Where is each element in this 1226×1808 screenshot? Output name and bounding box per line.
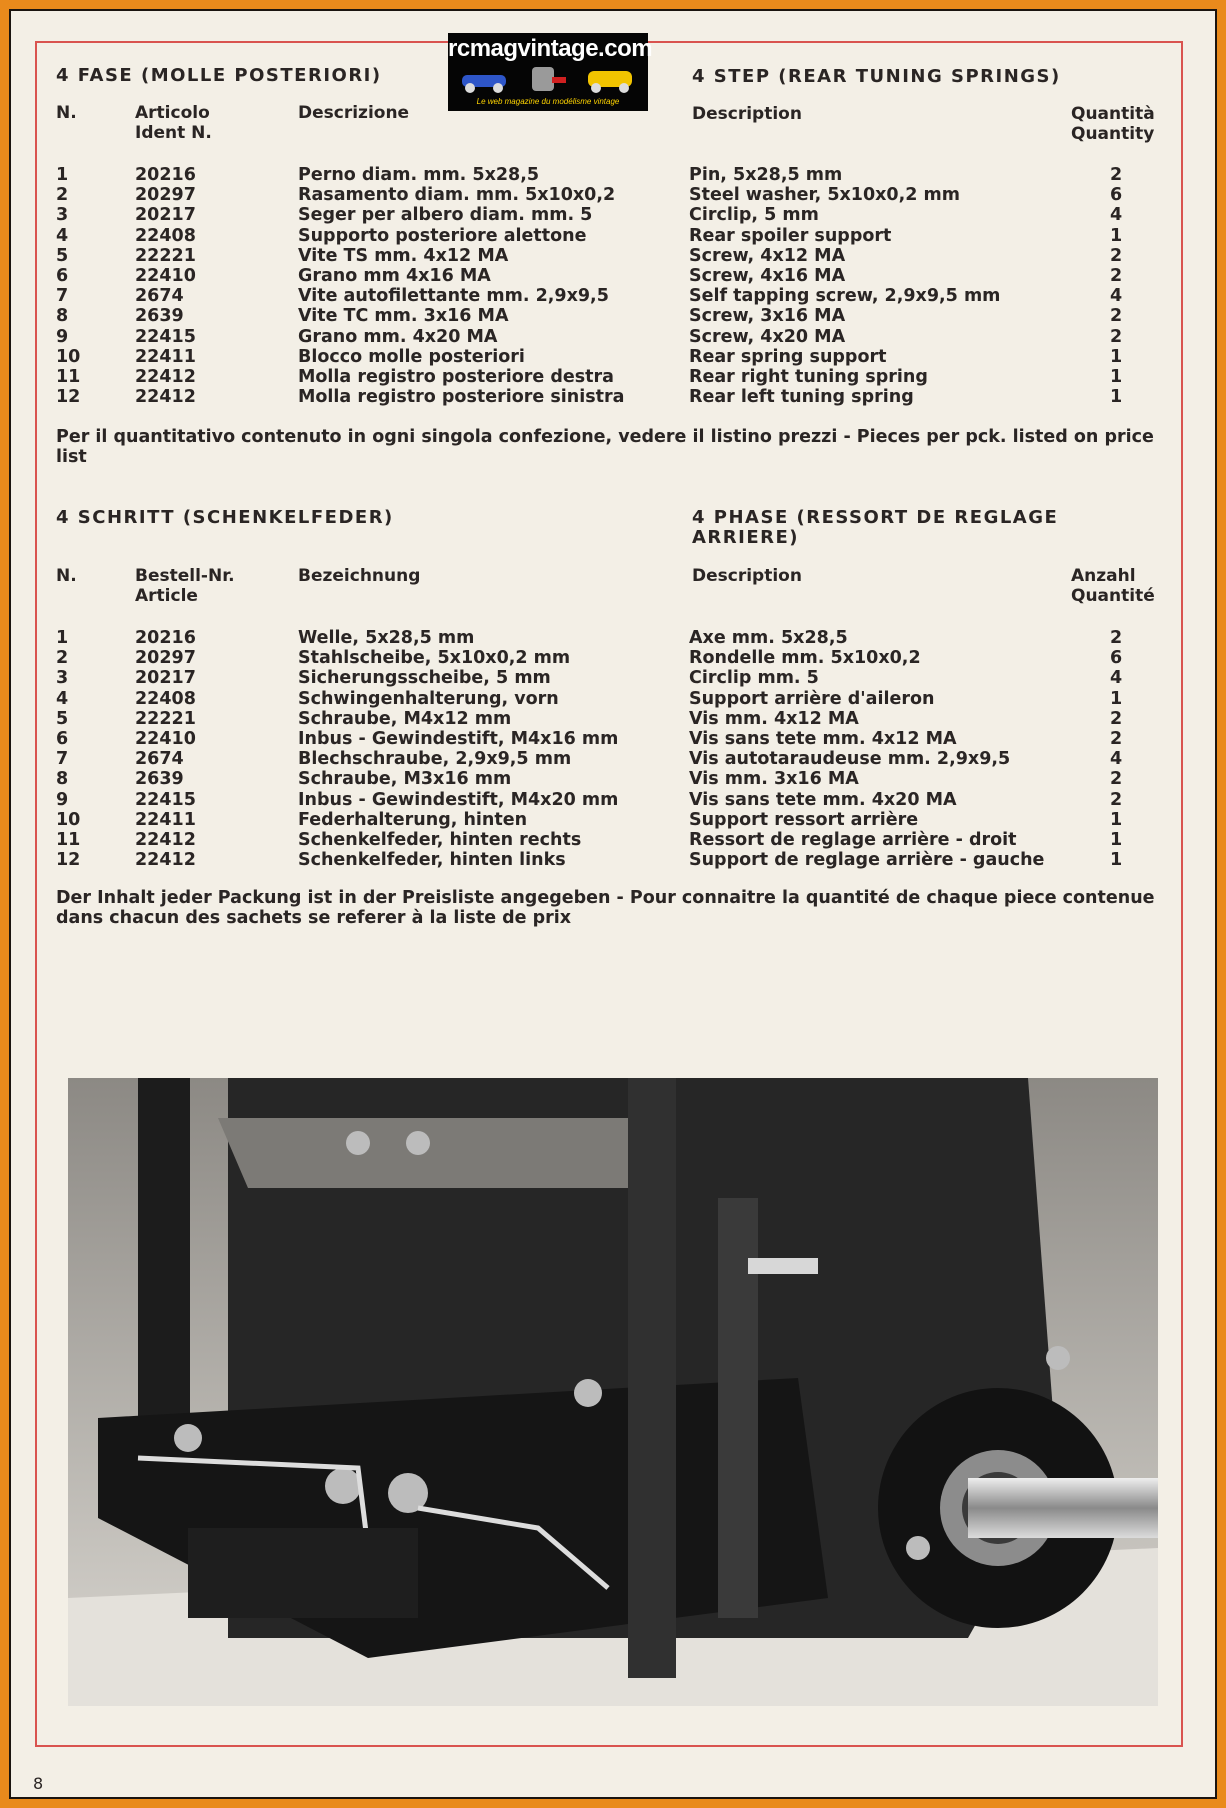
row-number: 12 <box>56 850 81 871</box>
quantity: 2 <box>1110 628 1123 648</box>
logo-tagline: Le web magazine du modélisme vintage <box>476 97 620 106</box>
article-number: 2674 <box>135 749 184 770</box>
table-row <box>56 226 1136 246</box>
table-row <box>56 628 1136 648</box>
description-primary: Schenkelfeder, hinten rechts <box>298 829 582 850</box>
description-secondary: Rondelle mm. 5x10x0,2 <box>689 648 921 669</box>
section2-note: Der Inhalt jeder Packung ist in der Preisliste angegeben - Pour connaitre la quantité de chaque piece contenue dans chacun des sachets se referer à la liste de prix <box>56 888 1155 928</box>
quantity: 2 <box>1110 306 1123 327</box>
col-header-desc: Descrizione <box>298 103 410 123</box>
description-secondary: Pin, 5x28,5 mm <box>689 165 843 185</box>
description-primary: Schenkelfeder, hinten links <box>298 850 566 871</box>
description-primary: Blocco molle posteriori <box>298 346 525 367</box>
row-number: 12 <box>56 387 81 408</box>
quantity: 4 <box>1110 205 1123 226</box>
row-number: 8 <box>56 769 69 790</box>
description-primary: Perno diam. mm. 5x28,5 <box>298 165 540 185</box>
article-number: 22408 <box>135 225 196 246</box>
col-header-n: N. <box>56 103 77 123</box>
description-primary: Supporto posteriore alettone <box>298 225 587 246</box>
col-header-qty: Quantità Quantity <box>1071 104 1155 144</box>
table-row <box>56 729 1136 749</box>
row-number: 3 <box>56 205 69 226</box>
description-secondary: Screw, 4x12 MA <box>689 245 846 266</box>
table-row <box>56 790 1136 810</box>
col-header-qty: Anzahl Quantité <box>1071 566 1155 606</box>
description-primary: Seger per albero diam. mm. 5 <box>298 205 593 226</box>
row-number: 11 <box>56 366 81 387</box>
quantity: 1 <box>1110 688 1123 709</box>
quantity: 2 <box>1110 245 1123 266</box>
row-number: 7 <box>56 286 69 307</box>
row-number: 6 <box>56 265 69 286</box>
description-primary: Molla registro posteriore sinistra <box>298 387 625 408</box>
table-row <box>56 165 1136 185</box>
table-row <box>56 367 1136 387</box>
description-secondary: Circlip mm. 5 <box>689 668 819 689</box>
table-row <box>56 830 1136 850</box>
table-row <box>56 327 1136 347</box>
row-number: 6 <box>56 728 69 749</box>
chassis-photo-illustration <box>68 1078 1158 1706</box>
section2-heading-de: 4 SCHRITT (SCHENKELFEDER) <box>56 507 394 528</box>
page-number: 8 <box>33 1774 44 1793</box>
row-number: 1 <box>56 165 69 185</box>
table-row <box>56 709 1136 729</box>
quantity: 6 <box>1110 648 1123 669</box>
table-row <box>56 850 1136 870</box>
table-row <box>56 387 1136 407</box>
row-number: 2 <box>56 648 69 669</box>
description-primary: Inbus - Gewindestift, M4x16 mm <box>298 728 619 749</box>
row-number: 9 <box>56 326 69 347</box>
article-number: 22410 <box>135 265 196 286</box>
table-row <box>56 286 1136 306</box>
table-row <box>56 347 1136 367</box>
article-number: 20217 <box>135 668 196 689</box>
article-number: 22415 <box>135 326 196 347</box>
quantity: 6 <box>1110 185 1123 206</box>
description-secondary: Vis mm. 4x12 MA <box>689 708 859 729</box>
quantity: 4 <box>1110 749 1123 770</box>
description-secondary: Support arrière d'aileron <box>689 688 935 709</box>
row-number: 8 <box>56 306 69 327</box>
article-number: 22412 <box>135 850 196 871</box>
table-row <box>56 648 1136 668</box>
description-secondary: Rear right tuning spring <box>689 366 928 387</box>
col-header-desc: Bezeichnung <box>298 566 421 586</box>
col-header-desc2: Description <box>692 104 802 124</box>
table-row <box>56 810 1136 830</box>
site-logo[interactable] <box>448 33 653 111</box>
table-row <box>56 306 1136 326</box>
row-number: 10 <box>56 809 81 830</box>
description-primary: Schraube, M4x12 mm <box>298 708 512 729</box>
quantity: 2 <box>1110 326 1123 347</box>
table-row <box>56 266 1136 286</box>
description-secondary: Vis autotaraudeuse mm. 2,9x9,5 <box>689 749 1011 770</box>
description-primary: Welle, 5x28,5 mm <box>298 628 475 648</box>
quantity: 2 <box>1110 708 1123 729</box>
description-secondary: Screw, 4x16 MA <box>689 265 846 286</box>
quantity: 2 <box>1110 789 1123 810</box>
quantity: 1 <box>1110 366 1123 387</box>
description-primary: Grano mm. 4x20 MA <box>298 326 498 347</box>
table-row <box>56 749 1136 769</box>
table-row <box>56 769 1136 789</box>
table-row <box>56 246 1136 266</box>
description-secondary: Rear left tuning spring <box>689 387 914 408</box>
description-secondary: Axe mm. 5x28,5 <box>689 628 848 648</box>
row-number: 4 <box>56 688 69 709</box>
article-number: 22221 <box>135 708 196 729</box>
article-number: 20216 <box>135 165 196 185</box>
row-number: 10 <box>56 346 81 367</box>
quantity: 1 <box>1110 346 1123 367</box>
quantity: 1 <box>1110 850 1123 871</box>
article-number: 22412 <box>135 387 196 408</box>
article-number: 22412 <box>135 366 196 387</box>
quantity: 2 <box>1110 165 1123 185</box>
quantity: 1 <box>1110 809 1123 830</box>
manual-page <box>9 9 1217 1799</box>
quantity: 1 <box>1110 387 1123 408</box>
section1-note: Per il quantitativo contenuto in ogni singola confezione, vedere il listino prezzi - Pieces per pck. listed on price list <box>56 427 1154 467</box>
description-primary: Schwingenhalterung, vorn <box>298 688 559 709</box>
description-secondary: Steel washer, 5x10x0,2 mm <box>689 185 960 206</box>
description-primary: Stahlscheibe, 5x10x0,2 mm <box>298 648 571 669</box>
quantity: 4 <box>1110 668 1123 689</box>
parts-table-2 <box>56 628 1136 870</box>
description-secondary: Rear spring support <box>689 346 887 367</box>
article-number: 20297 <box>135 648 196 669</box>
row-number: 7 <box>56 749 69 770</box>
description-primary: Rasamento diam. mm. 5x10x0,2 <box>298 185 616 206</box>
col-header-desc2: Description <box>692 566 802 586</box>
table-row <box>56 689 1136 709</box>
section2-heading-fr: 4 PHASE (RESSORT DE REGLAGE ARRIERE) <box>692 507 1059 548</box>
article-number: 2639 <box>135 769 184 790</box>
description-primary: Inbus - Gewindestift, M4x20 mm <box>298 789 619 810</box>
description-primary: Schraube, M3x16 mm <box>298 769 512 790</box>
table-row <box>56 185 1136 205</box>
description-secondary: Circlip, 5 mm <box>689 205 819 226</box>
quantity: 1 <box>1110 225 1123 246</box>
row-number: 4 <box>56 225 69 246</box>
article-number: 22412 <box>135 829 196 850</box>
description-secondary: Self tapping screw, 2,9x9,5 mm <box>689 286 1001 307</box>
article-number: 20217 <box>135 205 196 226</box>
logo-cars-icon <box>460 65 636 95</box>
description-secondary: Screw, 3x16 MA <box>689 306 846 327</box>
description-primary: Federhalterung, hinten <box>298 809 528 830</box>
row-number: 5 <box>56 708 69 729</box>
article-number: 22408 <box>135 688 196 709</box>
description-primary: Vite TC mm. 3x16 MA <box>298 306 509 327</box>
article-number: 22221 <box>135 245 196 266</box>
article-number: 20216 <box>135 628 196 648</box>
article-number: 20297 <box>135 185 196 206</box>
description-primary: Vite autofilettante mm. 2,9x9,5 <box>298 286 609 307</box>
row-number: 5 <box>56 245 69 266</box>
quantity: 1 <box>1110 829 1123 850</box>
row-number: 1 <box>56 628 69 648</box>
quantity: 2 <box>1110 728 1123 749</box>
row-number: 11 <box>56 829 81 850</box>
quantity: 2 <box>1110 265 1123 286</box>
description-primary: Blechschraube, 2,9x9,5 mm <box>298 749 572 770</box>
table-row <box>56 205 1136 225</box>
section1-heading-en: 4 STEP (REAR TUNING SPRINGS) <box>692 66 1061 87</box>
description-primary: Vite TS mm. 4x12 MA <box>298 245 509 266</box>
description-secondary: Ressort de reglage arrière - droit <box>689 829 1017 850</box>
description-secondary: Vis mm. 3x16 MA <box>689 769 859 790</box>
description-secondary: Rear spoiler support <box>689 225 892 246</box>
description-secondary: Support ressort arrière <box>689 809 919 830</box>
row-number: 2 <box>56 185 69 206</box>
description-primary: Grano mm 4x16 MA <box>298 265 491 286</box>
parts-table-1 <box>56 165 1136 407</box>
description-secondary: Vis sans tete mm. 4x12 MA <box>689 728 957 749</box>
article-number: 22410 <box>135 728 196 749</box>
section1-heading-it: 4 FASE (MOLLE POSTERIORI) <box>56 65 382 86</box>
quantity: 2 <box>1110 769 1123 790</box>
col-header-n: N. <box>56 566 77 586</box>
article-number: 2674 <box>135 286 184 307</box>
row-number: 3 <box>56 668 69 689</box>
col-header-id: Articolo Ident N. <box>135 103 212 143</box>
row-number: 9 <box>56 789 69 810</box>
logo-text: rcmagvintage.com <box>448 35 653 62</box>
quantity: 4 <box>1110 286 1123 307</box>
article-number: 22411 <box>135 809 196 830</box>
description-primary: Molla registro posteriore destra <box>298 366 614 387</box>
col-header-id: Bestell-Nr. Article <box>135 566 235 606</box>
article-number: 22415 <box>135 789 196 810</box>
description-primary: Sicherungsscheibe, 5 mm <box>298 668 551 689</box>
article-number: 2639 <box>135 306 184 327</box>
description-secondary: Support de reglage arrière - gauche <box>689 850 1045 871</box>
chassis-photo <box>68 1078 1158 1706</box>
table-row <box>56 668 1136 688</box>
article-number: 22411 <box>135 346 196 367</box>
description-secondary: Vis sans tete mm. 4x20 MA <box>689 789 957 810</box>
description-secondary: Screw, 4x20 MA <box>689 326 846 347</box>
